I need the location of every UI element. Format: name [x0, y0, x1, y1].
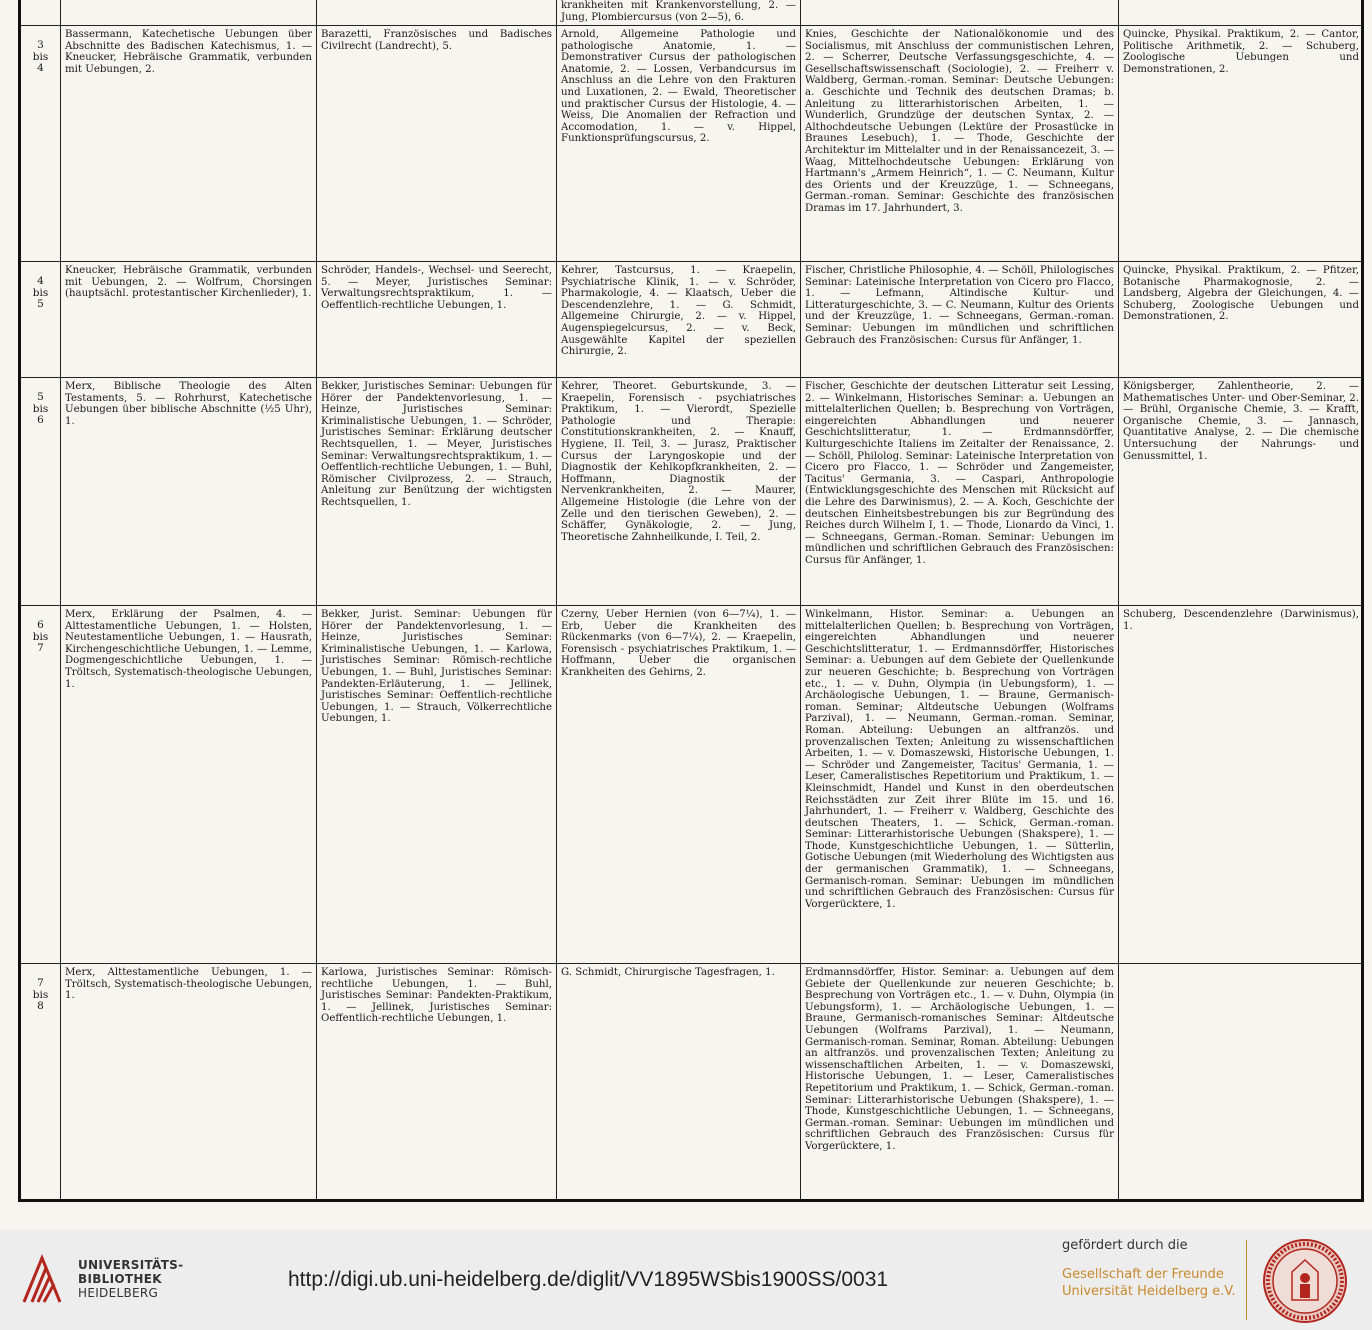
philosophy-cell: Winkelmann, Histor. Seminar: a. Uebungen an mittelalterlichen Quellen; b. Besprechung von Vorträgen, eingereichten Abhandlungen und neuerer Geschichtslitteratur, 1. — Erdmannsdörffer, Historisches Seminar: a. Uebungen auf dem Gebiete der Quellenkunde zur neueren Geschichte; b. Besprechung von Vorträgen etc., 1. — v. Duhn, Olympia (in Uebungsform), 1. — Archäologische Uebungen, 1. — Braune, Germanisch-roman. Seminar; Altdeutsche Uebungen (Wolframs Parzival), 1. — Neumann, German.-roman. Seminar, Roman. Abteilung: Uebungen an altfranzös. und provenzalischen Texten; Anleitung zu wissenschaftlichen Arbeiten, 1. — v. Domaszewski, Historische Uebungen, 1. — Schröder und Zangemeister, Tacitus' Germania, 1. — Leser, Cameralistisches Repetitorium und Praktikum, 1. — Kleinschmidt, Handel und Kunst in den oberdeutschen Reichsstädten zur Zeit ihrer Blüte im 15. und 16. Jahrhundert, 1. — Freiherr v. Waldberg, Geschichte des deutschen Theaters, 1. — Schick, German.-roman. Seminar: Litterarhistorische Uebungen (Shakspere), 1. — Thode, Kunstgeschichtliche Uebungen, 1. — Sütterlin, Gotische Uebungen (mit Wiederholung des Wichtigsten aus der germanischen Grammatik), 1. — Schneegans, Germanisch-roman. Seminar: Uebungen im mündlichen und schriftlichen Gebrauch des Französischen: Cursus für Vorgerücktere, 1.	[801, 606, 1119, 963]
philosophy-cell: Fischer, Christliche Philosophie, 4. — Schöll, Philologisches Seminar: Lateinische Interpretation von Cicero pro Flacco, 1. — Lefmann, Altindische Kultur- und Litteraturgeschichte, 3. — C. Neumann, Kultur des Orients und der Kreuzzüge, 1. — Schneegans, German.-roman. Seminar: Uebungen im mündlichen und schriftlichen Gebrauch des Französischen: Cursus für Anfänger, 1.	[801, 262, 1119, 377]
philosophy-cell: Erdmannsdörffer, Histor. Seminar: a. Uebungen auf dem Gebiete der Quellenkunde zur neueren Geschichte; b. Besprechung von Vorträgen etc., 1. — v. Duhn, Olympia (in Uebungsform), 1. — Archäologische Uebungen, 1. — Braune, Germanisch-romanisches Seminar: Altdeutsche Uebungen (Wolframs Parzival), 1. — Neumann, Germanisch-roman. Seminar, Roman. Abteilung: Uebungen an altfranzös. und provenzalischen Texten; Anleitung zu wissenschaftlichen Arbeiten, 1. — v. Domaszewski, Historische Uebungen, 1. — Leser, Cameralistisches Repetitorium und Praktikum, 1. — Schick, German.-roman. Seminar: Litterarhistorische Uebungen (Shakspere), 1. — Thode, Kunstgeschichtliche Uebungen, 1. — Schneegans, German.-roman. Seminar: Uebungen im mündlichen und schriftlichen Gebrauch des Französischen: Cursus für Vorgerücktere, 1.	[801, 964, 1119, 1199]
philosophy-cell: Fischer, Geschichte der deutschen Litteratur seit Lessing, 2. — Winkelmann, Historisches Seminar: a. Uebungen an mittelalterlichen Quellen; b. Besprechung von Vorträgen, eingereichten Abhandlungen und neuerer Geschichtslitteratur, 1. — Erdmannsdörffer, Kulturgeschichte Italiens im Zeitalter der Renaissance, 2. — Schöll, Philolog. Seminar: Lateinische Interpretation von Cicero pro Flacco, 1. — Schröder und Zangemeister, Tacitus' Germania, 3. — Caspari, Anthropologie (Entwicklungsgeschichte des Menschen mit Rücksicht auf die Lehre des Darwinismus), 2. — A. Koch, Geschichte der deutschen Einheitsbestrebungen bis zur Begründung des Reiches durch Wilhelm I, 1. — Thode, Lionardo da Vinci, 1. — Schneegans, German.-Roman. Seminar: Uebungen im mündlichen und schriftlichen Gebrauch des Französischen: Cursus für Anfänger, 1.	[801, 378, 1119, 605]
viewer-footer	[0, 1230, 1372, 1330]
science-cell: Quincke, Physikal. Praktikum, 2. — Pfitzer, Botanische Pharmakognosie, 2. — Landsberg, Algebra der Gleichungen, 4. — Schuberg, Zoologische Uebungen und Demonstrationen, 2.	[1123, 265, 1359, 323]
sponsor-label: gefördert durch die	[1062, 1238, 1188, 1253]
divider	[1246, 1240, 1247, 1320]
science-cell: Schuberg, Descendenzlehre (Darwinismus), 1.	[1123, 609, 1359, 632]
theology-cell: Merx, Biblische Theologie des Alten Testaments, 5. — Rohrhurst, Katechetische Uebungen über biblische Abschnitte (½5 Uhr), 1.	[61, 378, 317, 605]
table-row	[21, 26, 1361, 262]
science-cell	[1119, 964, 1363, 1199]
theology-cell: Merx, Erklärung der Psalmen, 4. — Alttestamentliche Uebungen, 1. — Holsten, Neutestamentliche Uebungen, 1. — Hausrath, Kirchengeschichtliche Uebungen, 1. — Lemme, Dogmengeschichtliche Uebungen, 1. — Tröltsch, Systematisch-theologische Uebungen, 1.	[61, 606, 317, 963]
table-row	[21, 0, 1361, 26]
law-cell: Bekker, Juristisches Seminar: Uebungen für Hörer der Pandektenvorlesung, 1. — Heinze, Juristisches Seminar: Kriminalistische Uebungen, 1. — Schröder, Juristisches Seminar: Erklärung deutscher Rechtsquellen, 1. — Meyer, Juristisches Seminar: Verwaltungsrechtspraktikum, 1. — Oeffentlich-rechtliche Uebungen, 1. — Buhl, Römischer Civilprozess, 2. — Strauch, Anleitung zur Benützung der wichtigsten Rechtsquellen, 1.	[317, 378, 557, 605]
medicine-cell: Arnold, Allgemeine Pathologie und pathologische Anatomie, 1. — Demonstrativer Cursus der pathologischen Anatomie, 2. — Lossen, Verbandcursus im Anschluss an die Lehre von den Frakturen und Luxationen, 2. — Ewald, Theoretischer und praktischer Cursus der Histologie, 4. — Weiss, Die Anomalien der Refraction und Accomodation, 1. — v. Hippel, Funktionsprüfungscursus, 2.	[557, 26, 801, 261]
theology-cell	[61, 0, 317, 25]
theology-cell: Kneucker, Hebräische Grammatik, verbunden mit Uebungen, 2. — Wolfrum, Chorsingen (hauptsächl. protestantischer Kirchenlieder), 1.	[61, 262, 317, 377]
medicine-cell: Kehrer, Theoret. Geburtskunde, 3. — Kraepelin, Forensisch - psychiatrisches Praktikum, 1. — Vierordt, Spezielle Pathologie und Therapie: Constitutionskrankheiten, 2. — Knauff, Hygiene, II. Teil, 3. — Jurasz, Praktischer Cursus der Laryngoskopie und der Diagnostik der Kehlkopfkrankheiten, 2. — Hoffmann, Diagnostik der Nervenkrankheiten, 2. — Maurer, Allgemeine Histologie (die Lehre von der Zelle und den tierischen Geweben), 2. — Schäffer, Gynäkologie, 2. — Jung, Theoretische Zahnheilkunde, I. Teil, 2.	[557, 378, 801, 605]
law-cell	[317, 0, 557, 25]
table-row	[21, 964, 1361, 1199]
time-cell: 7 bis 8	[21, 964, 61, 1199]
science-cell: Königsberger, Zahlentheorie, 2. — Mathematisches Unter- und Ober-Seminar, 2. — Brühl, Organische Chemie, 3. — Krafft, Organische Chemie, 3. — Jannasch, Quantitative Analyse, 2. — Die chemische Untersuchung der Nahrungs- und Genussmittel, 1.	[1123, 381, 1359, 462]
law-cell: Karlowa, Juristisches Seminar: Römisch-rechtliche Uebungen, 1. — Buhl, Juristisches Seminar: Pandekten-Praktikum, 1. — Jellinek, Juristisches Seminar: Oeffentlich-rechtliche Uebungen, 1.	[317, 964, 557, 1199]
time-cell: 3 bis 4	[21, 26, 61, 261]
philosophy-cell: Knies, Geschichte der Nationalökonomie und des Socialismus, mit Anschluss der communistischen Lehren, 2. — Scherrer, Deutsche Verfassungsgeschichte, 4. — Gesellschaftswissenschaft (Sociologie), 2. — Freiherr v. Waldberg, German.-roman. Seminar: Deutsche Uebungen: a. Geschichte und Technik des deutschen Dramas; b. Anleitung zu litterarhistorischen Arbeiten, 1. — Wunderlich, Grundzüge der deutschen Syntax, 2. — Althochdeutsche Uebungen (Lektüre der Prosastücke in Braunes Lesebuch), 1. — Thode, Geschichte der Architektur im Mittelalter und in der Renaissancezeit, 3. — Waag, Mittelhochdeutsche Uebungen: Erklärung von Hartmann's „Armem Heinrich“, 1. — C. Neumann, Kultur des Orients und der Kreuzzüge, 1. — Schneegans, German.-roman. Seminar: Geschichte des französischen Dramas im 17. Jahrhundert, 3.	[801, 26, 1119, 261]
table-row	[21, 378, 1361, 606]
table-row	[21, 606, 1361, 964]
medicine-cell: krankheiten mit Krankenvorstellung, 2. — Jung, Plombiercursus (von 2—5), 6.	[557, 0, 801, 25]
law-cell: Bekker, Jurist. Seminar: Uebungen für Hörer der Pandektenvorlesung, 1. — Heinze, Juristisches Seminar: Kriminalistische Uebungen, 1. — Karlowa, Juristisches Seminar: Römisch-rechtliche Uebungen, 1. — Buhl, Juristisches Seminar: Pandekten-Erläuterung, 1. — Jellinek, Juristisches Seminar: Oeffentlich-rechtliche Uebungen, 1. — Strauch, Völkerrechtliche Uebungen, 1.	[317, 606, 557, 963]
theology-cell: Merx, Alttestamentliche Uebungen, 1. — Tröltsch, Systematisch-theologische Uebungen, 1.	[61, 964, 317, 1199]
medicine-cell: Czerny, Ueber Hernien (von 6—7¼), 1. — Erb, Ueber die Krankheiten des Rückenmarks (von 6—7¼), 2. — Kraepelin, Forensisch - psychiatrisches Praktikum, 1. — Hoffmann, Ueber die organischen Krankheiten des Gehirns, 2.	[557, 606, 801, 963]
permalink-url[interactable]: http://digi.ub.uni-heidelberg.de/diglit/VV1895WSbis1900SS/0031	[288, 1268, 889, 1291]
time-cell: 4 bis 5	[21, 262, 61, 377]
sponsor-name[interactable]: Gesellschaft der Freunde Universität Heidelberg e.V.	[1062, 1267, 1236, 1299]
table-row	[21, 262, 1361, 378]
medicine-cell: G. Schmidt, Chirurgische Tagesfragen, 1.	[557, 964, 801, 1199]
time-cell: 5 bis 6	[21, 378, 61, 605]
university-seal-icon	[1262, 1238, 1348, 1324]
law-cell: Barazetti, Französisches und Badisches Civilrecht (Landrecht), 5.	[317, 26, 557, 261]
ub-heidelberg-logo-icon[interactable]	[14, 1244, 70, 1314]
timetable	[18, 0, 1364, 1202]
science-cell	[1119, 0, 1363, 25]
medicine-cell: Kehrer, Tastcursus, 1. — Kraepelin, Psychiatrische Klinik, 1. — v. Schröder, Pharmakologie, 4. — Klaatsch, Ueber die Descendenzlehre, 1. — G. Schmidt, Allgemeine Chirurgie, 2. — v. Hippel, Augenspiegelcursus, 2. — v. Beck, Ausgewählte Kapitel der speziellen Chirurgie, 2.	[557, 262, 801, 377]
time-cell	[21, 0, 61, 25]
theology-cell: Bassermann, Katechetische Uebungen über Abschnitte des Badischen Katechismus, 1. — Kneucker, Hebräische Grammatik, verbunden mit Uebungen, 2.	[61, 26, 317, 261]
philosophy-cell	[801, 0, 1119, 25]
time-cell: 6 bis 7	[21, 606, 61, 963]
library-name[interactable]: UNIVERSITÄTS- BIBLIOTHEK HEIDELBERG	[78, 1258, 184, 1300]
science-cell: Quincke, Physikal. Praktikum, 2. — Cantor, Politische Arithmetik, 2. — Schuberg, Zoologische Uebungen und Demonstrationen, 2.	[1123, 29, 1359, 75]
law-cell: Schröder, Handels-, Wechsel- und Seerecht, 5. — Meyer, Juristisches Seminar: Verwaltungsrechtspraktikum, 1. — Oeffentlich-rechtliche Uebungen, 1.	[317, 262, 557, 377]
